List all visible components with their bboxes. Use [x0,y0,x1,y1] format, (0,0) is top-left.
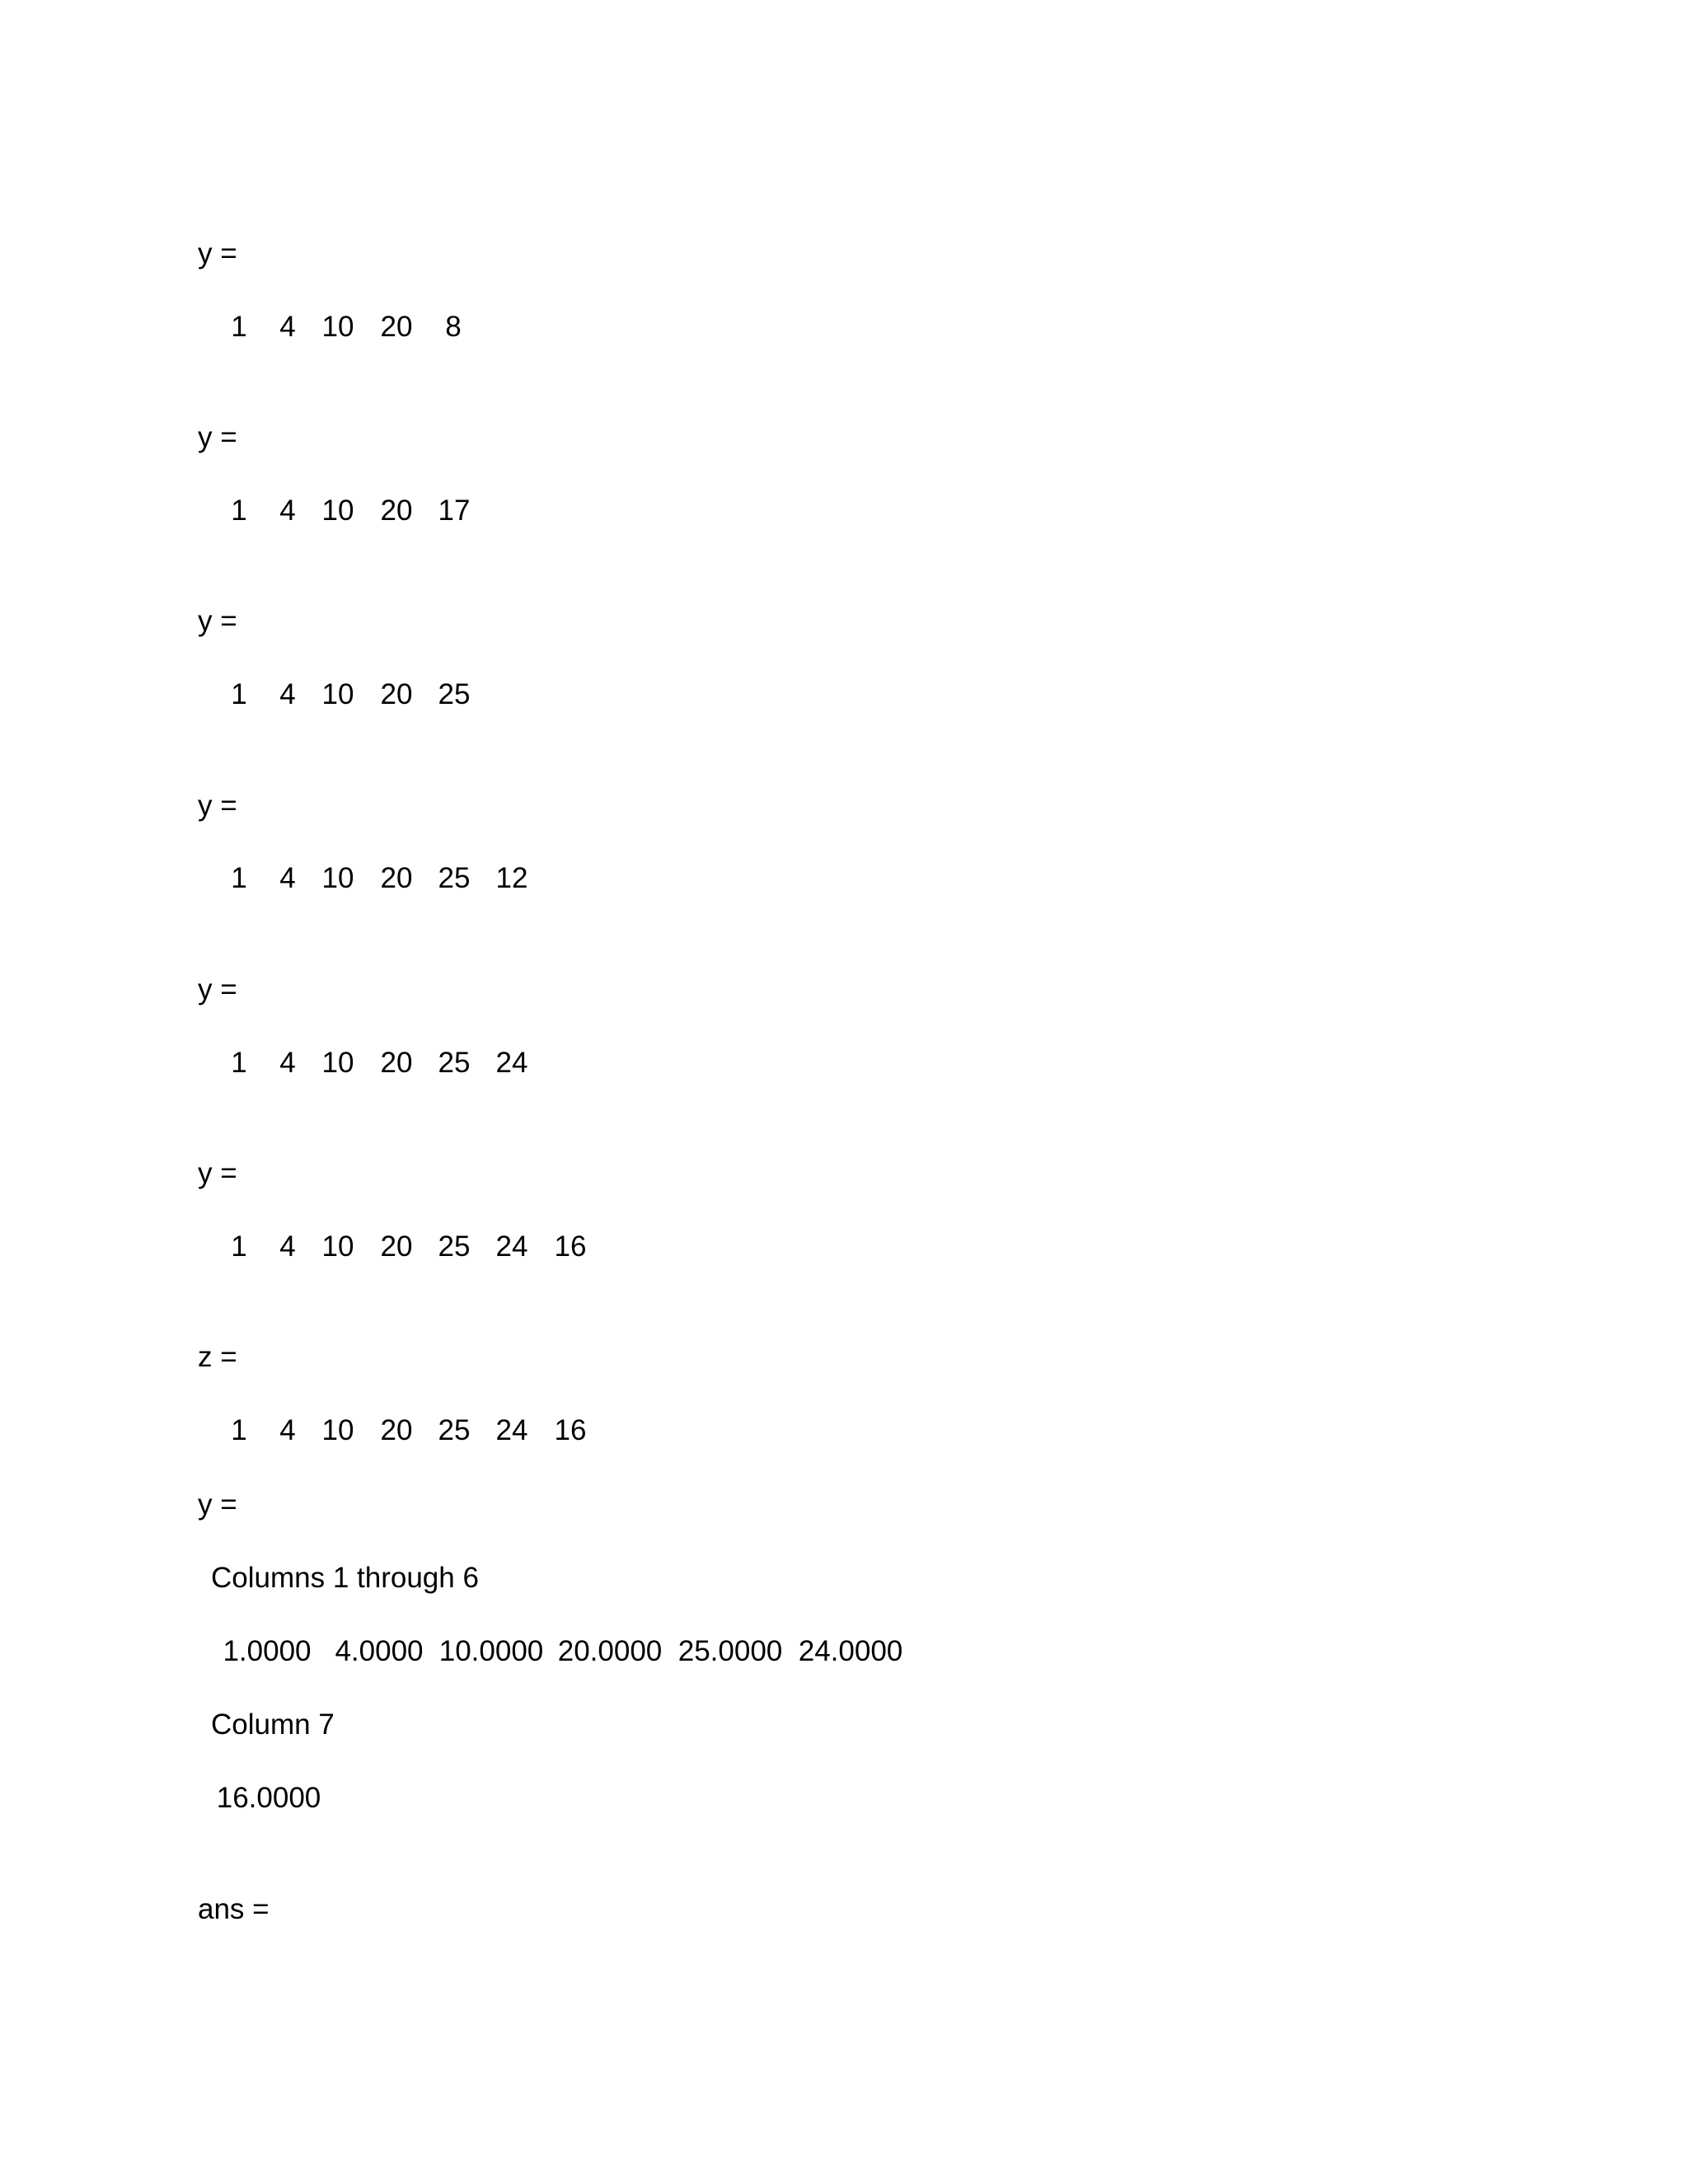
matrix-value: 1 [231,678,247,710]
variable-label: y = [198,237,237,269]
matrix-value: 1.0000 [223,1635,312,1667]
variable-label: y = [198,605,237,637]
matrix-value: 4 [279,311,296,343]
matrix-value: 1 [231,1047,247,1079]
variable-label: y = [198,790,237,822]
variable-label: y = [198,1157,237,1189]
matrix-value: 16 [554,1414,587,1446]
matrix-value: 1 [231,494,247,527]
variable-label: y = [198,421,237,453]
matrix-value: 17 [438,494,471,527]
matrix-value: 4 [279,494,296,527]
matrix-value: 10.0000 [438,1635,544,1667]
matrix-value: 1 [231,1230,247,1263]
matrix-value: 1 [231,862,247,894]
matrix-value: 10 [321,311,354,343]
variable-label: y = [198,1488,237,1521]
matrix-value: 4 [279,1414,296,1446]
matrix-value: 25 [438,1414,471,1446]
matrix-value: 25 [438,1047,471,1079]
matrix-value: 20 [380,311,413,343]
matrix-value: 25.0000 [678,1635,783,1667]
matrix-value: 8 [445,311,462,343]
matrix-value: 25 [438,678,471,710]
matrix-value: 4 [279,862,296,894]
matrix-value: 20 [380,494,413,527]
column-header: Column 7 [211,1708,335,1741]
columns-header: Columns 1 through 6 [211,1562,479,1594]
matrix-value: 10 [321,1047,354,1079]
matrix-value: 24 [495,1230,528,1263]
matrix-value: 20 [380,1414,413,1446]
matrix-value: 20 [380,862,413,894]
matrix-value: 4 [279,1047,296,1079]
matrix-value: 24 [495,1414,528,1446]
matrix-value: 10 [321,1230,354,1263]
matrix-value: 25 [438,862,471,894]
matrix-value: 12 [495,862,528,894]
variable-label: z = [198,1341,237,1373]
ans-label: ans = [198,1893,270,1925]
matrix-value: 4 [279,1230,296,1263]
matrix-value: 16.0000 [216,1782,321,1814]
matrix-value: 1 [231,1414,247,1446]
matrix-value: 20 [380,1047,413,1079]
matrix-value: 20 [380,678,413,710]
matrix-value: 24.0000 [798,1635,903,1667]
matrix-value: 4.0000 [335,1635,424,1667]
variable-label: y = [198,973,237,1005]
matrix-value: 16 [554,1230,587,1263]
matrix-value: 10 [321,1414,354,1446]
matrix-value: 20 [380,1230,413,1263]
matrix-value: 1 [231,311,247,343]
matrix-value: 20.0000 [557,1635,663,1667]
matrix-value: 10 [321,862,354,894]
matrix-value: 4 [279,678,296,710]
matrix-value: 24 [495,1047,528,1079]
matrix-value: 10 [321,494,354,527]
matrix-value: 10 [321,678,354,710]
matrix-value: 25 [438,1230,471,1263]
